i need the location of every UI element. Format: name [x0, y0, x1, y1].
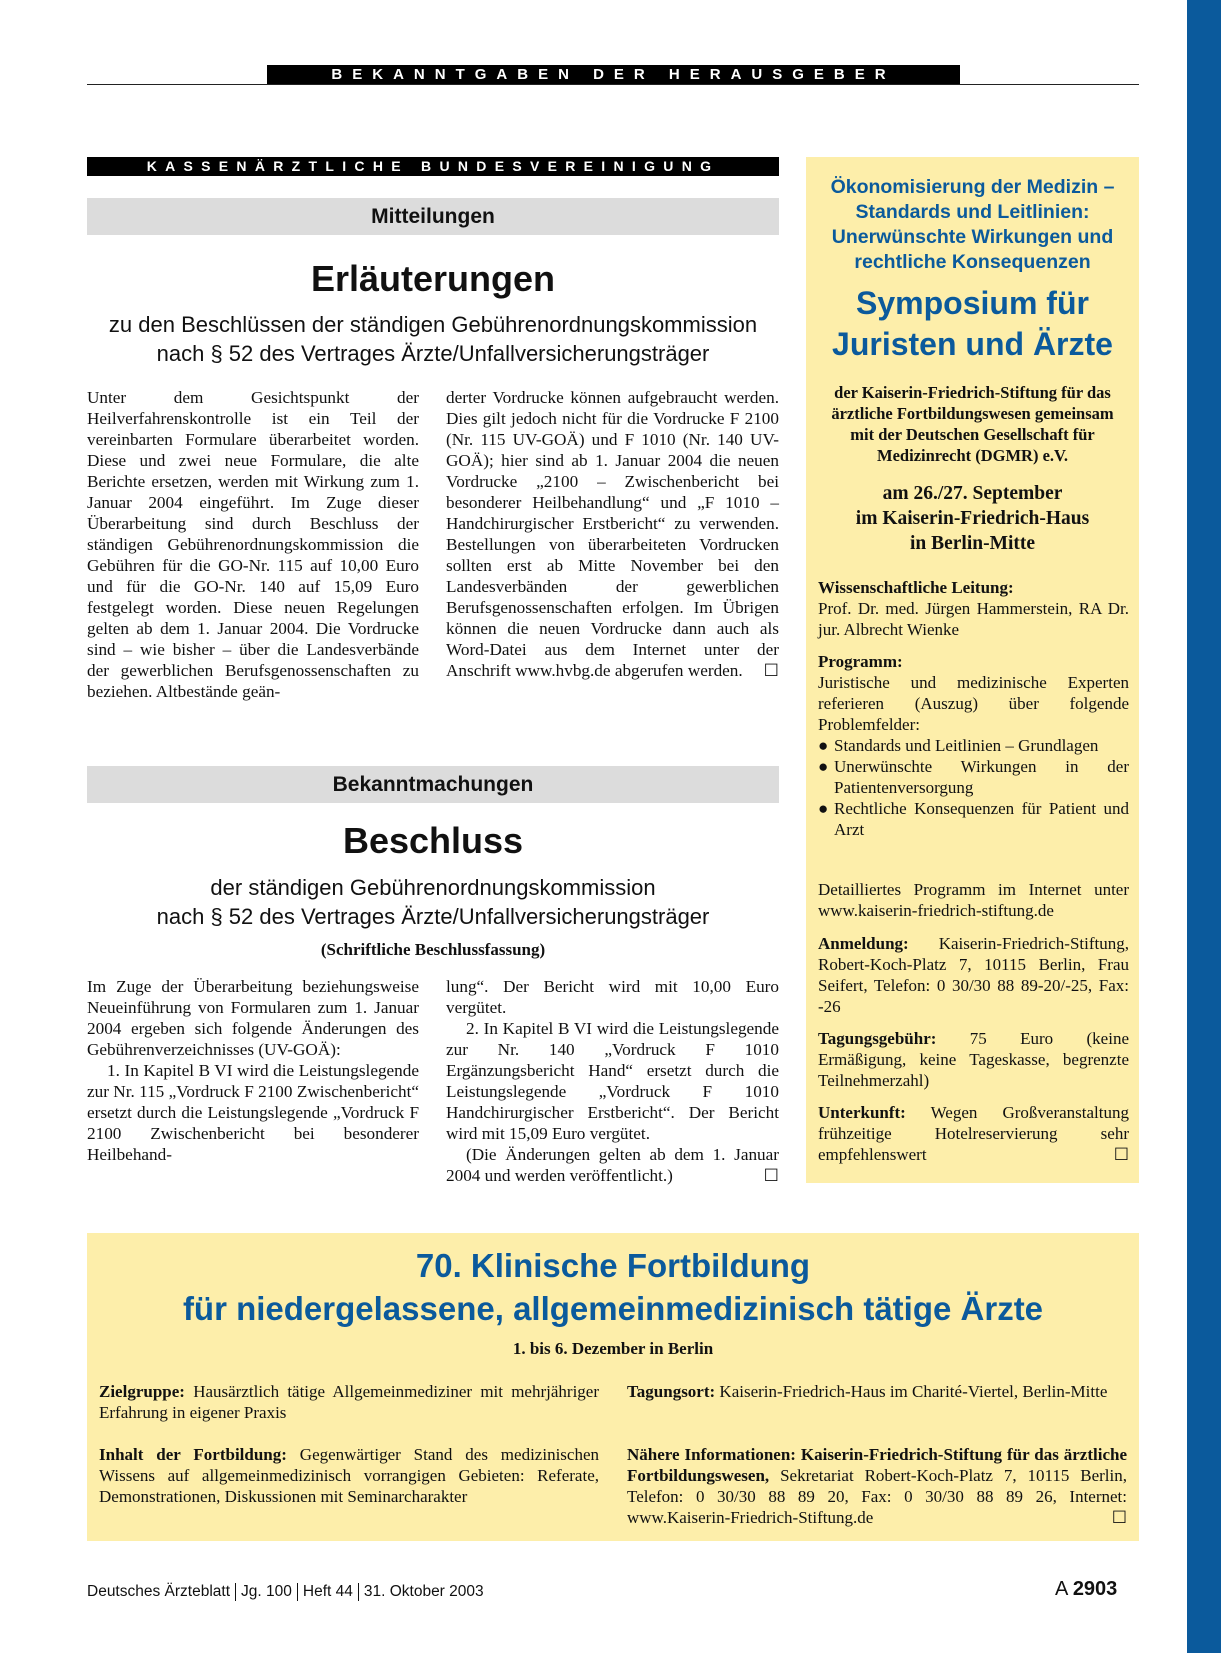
footer-separator — [297, 1583, 298, 1601]
symposium-date-block — [816, 481, 1129, 556]
symposium-gebuehr — [818, 1028, 1129, 1091]
sidebar-stripe — [1187, 0, 1221, 1653]
footer-journal: Deutsches Ärzteblatt — [87, 1583, 231, 1601]
symposium-panel — [806, 157, 1139, 1183]
article2-col2-p3-text: (Die Änderungen gelten ab dem 1. Januar 2004 und werden veröffentlicht.) — [446, 1145, 779, 1185]
programm-item: Standards und Leitlinien – Grundlagen — [834, 736, 1099, 755]
list-item — [818, 735, 1129, 756]
category-bekanntmachungen: Bekanntmachungen — [87, 766, 779, 803]
article2-column2 — [446, 976, 779, 1186]
article2-column1 — [87, 976, 419, 1165]
symposium-detail: Detailliertes Programm im Internet unter www.kaiserin-friedrich-stiftung.de — [818, 880, 1129, 920]
fortbildung-title-line2: für niedergelassene, allgemeinmedizinisch tätige Ärzte — [182, 1290, 1044, 1327]
zielgruppe-label: Zielgruppe: — [99, 1382, 185, 1401]
gebuehr-label: Tagungsgebühr: — [818, 1029, 937, 1048]
unterkunft-text: Wegen Großveranstaltung frühzeitige Hotelreservierung sehr empfehlenswert — [818, 1103, 1129, 1164]
article1-headline: Erläuterungen — [310, 258, 556, 299]
fortbildung-info — [627, 1444, 1127, 1528]
symposium-date-line3: in Berlin-Mitte — [909, 533, 1036, 554]
article1-column1 — [87, 387, 419, 702]
programm-item: Unerwünschte Wirkungen in der Patientenversorgung — [834, 757, 1129, 797]
footer-separator — [358, 1583, 359, 1601]
article2-subline2: nach § 52 des Vertrages Ärzte/Unfallversicherungsträger — [156, 904, 710, 929]
symposium-programm — [818, 651, 1129, 840]
programm-label: Programm: — [818, 652, 903, 671]
article2-col2-p1: lung“. Der Bericht wird mit 10,00 Euro vergütet. — [446, 977, 779, 1017]
article2-col1-p2: 1. In Kapitel B VI wird die Leistungslegende zur Nr. 115 „Vordruck F 2100 Zwischenbericht“ ersetzt durch die Leistungslegende „Vordruck F 2100 Zwischenbericht bei besonderer Heilbehand- — [87, 1061, 419, 1164]
bullet-icon: ● — [818, 757, 829, 776]
article1-subline1: zu den Beschlüssen der ständigen Gebührenordnungskommission — [108, 312, 758, 337]
page-number-block — [1055, 1578, 1117, 1601]
programm-text: Juristische und medizinische Experten referieren (Auszug) über folgende Problemfelder: — [818, 673, 1129, 734]
fortbildung-zielgruppe — [99, 1381, 599, 1423]
article1-col1-text: Unter dem Gesichtspunkt der Heilverfahrenskontrolle ist ein Teil der vereinbarten Formulare überarbeitet worden. Diese und zwei neue Formulare, die alte Berichte ersetzen, werden mit Wirkung zum 1. Januar 2004 eingeführt. Im Zuge dieser Überarbeitung sind durch Beschluss der ständigen Gebührenordnungskommission die Gebühren für die GO-Nr. 115 auf 10,00 Euro und für die GO-Nr. 140 auf 15,09 Euro festgelegt worden. Diese neuen Regelungen gelten ab dem 1. Januar 2004. Die Vordrucke sind – wie bisher – über die Landesverbände der gewerblichen Berufsgenossenschaften zu beziehen. Altbestände geän- — [87, 388, 419, 701]
symposium-unterkunft — [818, 1102, 1129, 1165]
fortbildung-inhalt — [99, 1444, 599, 1507]
article1-column2 — [446, 387, 779, 681]
info-label: Nähere Informationen: Kaiserin-Friedrich-Stiftung für das ärztliche Fortbildungswesen, — [627, 1445, 1127, 1485]
footer-separator — [235, 1583, 236, 1601]
list-item — [818, 756, 1129, 798]
symposium-title: Symposium für Juristen und Ärzte — [832, 285, 1113, 362]
programm-list — [818, 735, 1129, 840]
unterkunft-label: Unterkunft: — [818, 1103, 906, 1122]
leitung-text: Prof. Dr. med. Jürgen Hammerstein, RA Dr. jur. Albrecht Wienke — [818, 599, 1129, 639]
article1-col2-body: derter Vordrucke können aufgebraucht werden. Dies gilt jedoch nicht für die Vordrucke F 2100 (Nr. 115 UV-GOÄ) und F 1010 (Nr. 140 UV-GOÄ); hier sind ab 1. Januar 2004 die neuen Vordrucke „2100 – Zwischenbericht bei besonderer Heilbehandlung“ und „F 1010 – Handchirurgischer Erstbericht“ zu verwenden. Bestellungen von überarbeiteten Vordrucken sollten erst ab Mitte November bei den Landesverbänden der gewerblichen Berufsgenossenschaften erfolgen. Im Übrigen können die neuen Vordrucke dann auch als Word-Datei aus dem Internet unter der Anschrift www.hvbg.de abgerufen werden. — [446, 388, 779, 680]
page-number: 2903 — [1072, 1578, 1118, 1600]
footer-volume: Jg. 100 — [241, 1583, 292, 1601]
symposium-organizer: der Kaiserin-Friedrich-Stiftung für das ärztliche Fortbildungswesen gemeinsam mit der Deutschen Gesellschaft für Medizinrecht (DGMR) e.V. — [831, 383, 1114, 465]
article2-col2-p2: 2. In Kapitel B VI wird die Leistungslegende zur Nr. 140 „Vordruck F 1010 Ergänzungsbericht Hand“ ersetzt durch die Leistungslegende „Vordruck F 1010 Handchirurgischer Erstbericht“. Der Bericht wird mit 15,09 Euro vergütet. — [446, 1019, 779, 1143]
inhalt-text: Gegenwärtiger Stand des medizinischen Wissens auf allgemeinmedizinisch vorrangigen Gebieten: Referate, Demonstrationen, Diskussionen mit Seminarcharakter — [99, 1445, 599, 1506]
gebuehr-text: 75 Euro (keine Ermäßigung, keine Tageskasse, begrenzte Teilnehmerzahl) — [818, 1029, 1129, 1090]
article2-headline: Beschluss — [342, 820, 524, 861]
end-mark-icon: ☐ — [763, 661, 779, 680]
footer-date: 31. Oktober 2003 — [363, 1583, 484, 1601]
article2-col2-p3 — [446, 1144, 779, 1186]
footer-citation — [87, 1583, 484, 1601]
fortbildung-title-line1: 70. Klinische Fortbildung — [415, 1247, 811, 1284]
article2-subline1: der ständigen Gebührenordnungskommission — [210, 875, 656, 900]
inhalt-label: Inhalt der Fortbildung: — [99, 1445, 287, 1464]
tagungsort-text: Kaiserin-Friedrich-Haus im Charité-Viertel, Berlin-Mitte — [719, 1382, 1108, 1401]
article1-subline2: nach § 52 des Vertrages Ärzte/Unfallversicherungsträger — [156, 341, 710, 366]
end-mark-icon: ☐ — [763, 1166, 779, 1185]
symposium-date-line1: am 26./27. September — [882, 483, 1063, 504]
symposium-topic: Ökonomisierung der Medizin – Standards und Leitlinien: Unerwünschte Wirkungen und rechtliche Konsequenzen — [830, 176, 1115, 273]
section-header: BEKANNTGABEN DER HERAUSGEBER — [267, 65, 960, 84]
bullet-icon: ● — [818, 736, 829, 755]
zielgruppe-text: Hausärztlich tätige Allgemeinmediziner mit mehrjähriger Erfahrung in eigener Praxis — [99, 1382, 600, 1422]
info-text: Sekretariat Robert-Koch-Platz 7, 10115 Berlin, Telefon: 0 30/30 88 89 20, Fax: 0 30/30 88 89 26, Internet: www.Kaiserin-Friedrich-Stiftung.de — [627, 1466, 1127, 1527]
kbv-label: KASSENÄRZTLICHE BUNDESVEREINIGUNG — [87, 157, 779, 176]
fortbildung-tagungsort — [627, 1381, 1127, 1402]
page-prefix: A — [1055, 1578, 1068, 1600]
symposium-anmeldung — [818, 933, 1129, 1017]
anmeldung-text: Kaiserin-Friedrich-Stiftung, Robert-Koch-Platz 7, 10115 Berlin, Frau Seifert, Telefon: 0 30/30 88 89-20/-25, Fax: -26 — [818, 934, 1129, 1016]
tagungsort-label: Tagungsort: — [627, 1382, 716, 1401]
article2-note: (Schriftliche Beschlussfassung) — [320, 940, 546, 959]
list-item — [818, 798, 1129, 840]
article2-col1-p1: Im Zuge der Überarbeitung beziehungsweise Neueinführung von Formularen zum 1. Januar 2004 ergeben sich folgende Änderungen des Gebührenverzeichnisses (UV-GOÄ): — [87, 977, 419, 1059]
end-mark-icon: ☐ — [1113, 1145, 1129, 1164]
leitung-label: Wissenschaftliche Leitung: — [818, 578, 1014, 597]
end-mark-icon: ☐ — [1111, 1508, 1127, 1527]
bullet-icon: ● — [818, 799, 829, 818]
article1-col2-text — [446, 387, 779, 681]
programm-item: Rechtliche Konsequenzen für Patient und Arzt — [834, 799, 1129, 839]
header-rule — [87, 84, 1139, 85]
fortbildung-box — [87, 1233, 1139, 1541]
fortbildung-date: 1. bis 6. Dezember in Berlin — [512, 1339, 714, 1358]
footer-issue: Heft 44 — [302, 1583, 353, 1601]
category-mitteilungen: Mitteilungen — [87, 198, 779, 235]
anmeldung-label: Anmeldung: — [818, 934, 909, 953]
symposium-date-line2: im Kaiserin-Friedrich-Haus — [855, 508, 1090, 529]
symposium-leitung — [818, 577, 1129, 640]
